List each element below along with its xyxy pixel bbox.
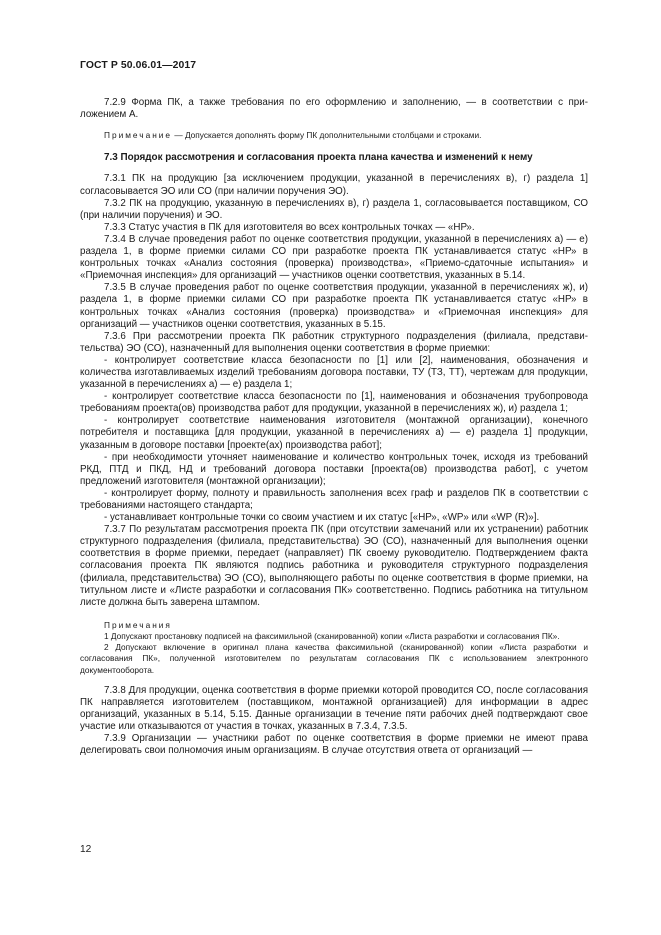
note-item: 1 Допускают простановку подписей на факсимильной (сканированной) копии «Листа разработки и согласования ПК». (104, 631, 560, 642)
paragraph: 7.3.8 Для продукции, оценка соответствия в форме приемки которой проводится СО, после согласования ПК направляется изготовителем (поставщиком, монтажной организацией) для информации в адрес организаций, указанных в 5.14, 5.15. Данные организации в течение пяти рабочих дней подтверждают свое участие или отказываются от участия в точках, указанных в 7.3.4, 7.3.5. (80, 684, 588, 733)
paragraph: 7.3.9 Организации — участники работ по оценке соответствия в форме приемки не имеют права делегировать свои полномочия иным организациям. В случае отсутствия ответа от организаций — (80, 733, 588, 757)
paragraph: 7.3.2 ПК на продукцию, указанную в перечислениях в), г) раздела 1, согласовывается поставщиком, СО (при наличии поручения) и ЭО. (80, 197, 588, 221)
paragraph: 7.3.1 ПК на продукцию [за исключением продукции, указанной в перечислениях в), г) раздела 1] согласовывается ЭО или СО (при наличии поручения ЭО). (80, 173, 588, 197)
note-label: Примечание (104, 130, 173, 141)
document-header: ГОСТ Р 50.06.01—2017 (80, 60, 197, 71)
list-item: - контролирует соответствие наименования изготовителя (монтажной организации), конечного потребителя и поставщика [для продукции, указанной в перечислениях а) — е) раздела 1] продукции, указанным в договоре поставки [проекте(ах) производства работ]; (80, 415, 588, 451)
page-number: 12 (80, 844, 92, 855)
list-item: - контролирует форму, полноту и правильность заполнения всех граф и разделов ПК в соответствии с требованиями настоящего стандарта; (80, 487, 588, 512)
note-item: 2 Допускают включение в оригинал плана качества факсимильной (сканированной) копии «Листа разработки и согласования ПК», полученной изготовителем по результатам согласования ПК с использованием электронного документооборота. (80, 642, 588, 675)
notes-label: Примечания (104, 619, 172, 630)
note-top (80, 130, 588, 141)
document-body (80, 97, 588, 757)
paragraph: 7.3.7 По результатам рассмотрения проекта ПК (при отсутствии замечаний или их устранении) работник структурного подразделения (филиала, представительства) ЭО (СО), назначенный для выполнения оценки соответствия в форме приемки, передает (направляет) ПК своему руководителю. Подтверждением факта согласования проекта ПК являются подпись работника и руководителя структурного подразделения (филиала, представительства) ЭО (СО), выполняющего работы по оценке соответствия в форме приемки, на титульном листе и «Листе разработки и согласования ПК» соответственно. Подпись работника на титульном листе должна быть заверена штампом. (80, 524, 588, 608)
paragraph: 7.3.5 В случае проведения работ по оценке соответствия продукции, указанной в перечислениях ж), и) раздела 1, в форме приемки силами СО при разработке проекта ПК устанавливается статус «НР» в контрольных точках «Анализ состояния (проверка) производства» и «Приемочная инспекция» для организаций — участников оценки соответствия, указанных в 5.15. (80, 282, 588, 330)
paragraph: 7.3.4 В случае проведения работ по оценке соответствия продукции, указанной в перечислениях а) — е) раздела 1, в форме приемки силами СО при разработке проекта ПК устанавливается статус «НР» в контрольных точках «Анализ состояния (проверка) производства», «Приемо-сдаточные испытания» и «Приемочная инспекция» для организаций — участников оценки соответствия, указанных в 5.14. (80, 233, 588, 282)
section-title-7-3: 7.3 Порядок рассмотрения и согласования проекта плана качества и изменений к нему (104, 152, 533, 164)
paragraph: 7.3.6 При рассмотрении проекта ПК работник структурного подразделения (филиала, представительства) ЭО (СО), назначенный для выполнения оценки соответствия в форме приемки: (80, 330, 588, 354)
paragraph-7-2-9: 7.2.9 Форма ПК, а также требования по его оформлению и заполнению, — в соответствии с приложением А. (80, 97, 588, 121)
note-text: — Допускается дополнять форму ПК дополнительными столбцами и строками. (172, 130, 482, 141)
list-item: - устанавливает контрольные точки со своим участием и их статус [«НР», «WP» или «WP (R)»]. (104, 512, 540, 524)
list-item: - контролирует соответствие класса безопасности по [1], наименования и обозначения трубопровода требованиям проекта(ов) производства работ для продукции, указанной в перечислениях ж), и) раздела 1; (80, 391, 588, 415)
list-item: - при необходимости уточняет наименование и количество контрольных точек, исходя из требований РКД, ПТД и ПКД, НД и требований договора поставки [проекта(ов) производства работ], с учетом предложений изготовителя (монтажной организации); (80, 451, 588, 487)
paragraph: 7.3.3 Статус участия в ПК для изготовителя во всех контрольных точках — «НР». (104, 221, 475, 233)
list-item: - контролирует соответствие класса безопасности по [1] или [2], наименования, обозначения и количества изготавливаемых изделий требованиям договора поставки, ТУ (ТЗ, ТТ), чертежам для продукции, указанной в перечислениях а) — е) раздела 1; (80, 354, 588, 391)
